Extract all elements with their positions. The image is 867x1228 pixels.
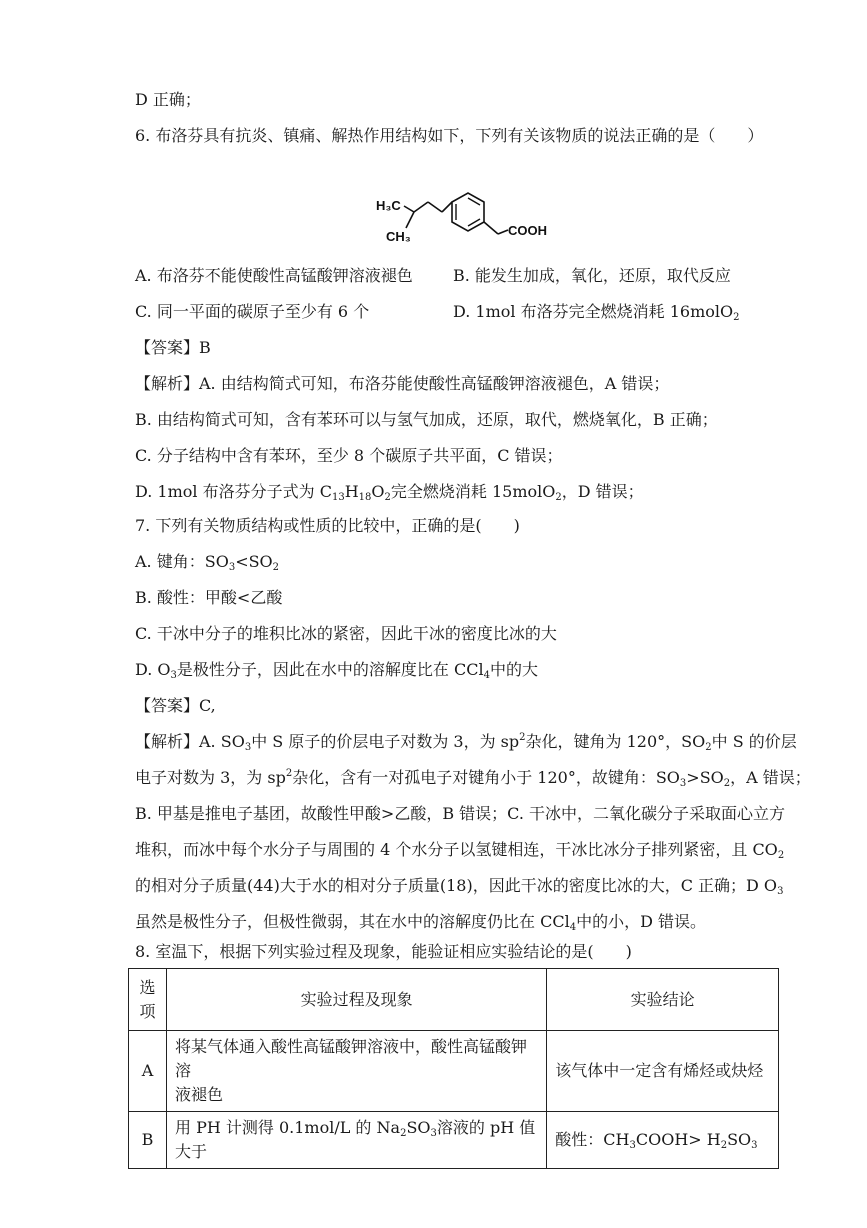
- q8-stem: 8. 室温下，根据下列实验过程及现象，能验证相应实验结论的是( ): [135, 942, 632, 961]
- q7-explanation-line-1: 【解析】A. $SO_3$中 S 原子的价层电子对数为 3，为 $sp^2$杂化，键角为 120°，$SO_2$中 S 的价层: [135, 732, 797, 753]
- cooh-label: COOH: [508, 223, 547, 238]
- header-procedure: 实验过程及现象: [166, 969, 546, 1031]
- q7-stem: 7. 下列有关物质结构或性质的比较中，正确的是( ): [135, 516, 520, 535]
- ch3-top-label: H₃C: [376, 198, 401, 213]
- ch3-bottom-label: CH₃: [386, 229, 411, 244]
- row-a-conclusion: 该气体中一定含有烯烃或炔烃: [547, 1031, 779, 1112]
- q6-option-c: C. 同一平面的碳原子至少有 6 个: [135, 302, 370, 321]
- q7-option-c: C. 干冰中分子的堆积比冰的紧密，因此干冰的密度比冰的大: [135, 624, 557, 643]
- row-b-conclusion: 酸性：$CH_3COOH> H_2SO_3$: [547, 1112, 779, 1169]
- q7-option-b: B. 酸性：甲酸<乙酸: [135, 588, 283, 607]
- row-a-procedure: 将某气体通入酸性高锰酸钾溶液中，酸性高锰酸钾溶 液褪色: [166, 1031, 546, 1112]
- q6-explanation-c: C. 分子结构中含有苯环，至少 8 个碳原子共平面，C 错误；: [135, 446, 563, 465]
- q6-option-a: A. 布洛芬不能使酸性高锰酸钾溶液褪色: [135, 266, 413, 285]
- row-a-option: A: [129, 1031, 167, 1112]
- header-option: 选 项: [129, 969, 167, 1031]
- q6-stem: 6. 布洛芬具有抗炎、镇痛、解热作用结构如下，下列有关该物质的说法正确的是（ ）: [135, 126, 764, 145]
- q6-answer: 【答案】B: [135, 338, 211, 357]
- table-row: [129, 1031, 779, 1112]
- q7-explanation-line-6: 虽然是极性分子，但极性微弱，其在水中的溶解度仍比在 CCl$_4$中的小，D 错误。: [135, 912, 706, 933]
- q7-explanation-line-3: B. 甲基是推电子基团，故酸性甲酸>乙酸，B 错误；C. 干冰中，二氧化碳分子采取面心立方: [135, 804, 786, 823]
- q6-option-d: D. 1mol 布洛芬完全燃烧消耗 16molO$_2$: [453, 302, 740, 323]
- q6-explanation-b: B. 由结构简式可知，含有苯环可以与氢气加成，还原，取代，燃烧氧化，B 正确；: [135, 410, 718, 429]
- ibuprofen-structure: [370, 190, 570, 250]
- q8-experiment-table: [128, 968, 779, 1169]
- q6-option-b: B. 能发生加成，氧化，还原，取代反应: [453, 266, 731, 285]
- row-b-option: B: [129, 1112, 167, 1169]
- table-row: [129, 1112, 779, 1169]
- q7-explanation-line-4: 堆积，而冰中每个水分子与周围的 4 个水分子以氢键相连，干冰比冰分子排列紧密，且 $CO_2$: [135, 840, 785, 861]
- q7-option-a: A. 键角：$SO_3<SO_2$: [135, 552, 280, 573]
- q7-option-d: D. $O_3$是极性分子，因此在水中的溶解度比在 CCl$_4$中的大: [135, 660, 539, 681]
- q5-tail: D 正确；: [135, 90, 201, 109]
- q7-explanation-line-5: 的相对分子质量(44)大于水的相对分子质量(18)，因此干冰的密度比冰的大，C 正确；D $O_3$: [135, 876, 784, 897]
- header-conclusion: 实验结论: [547, 969, 779, 1031]
- q7-explanation-line-2: 电子对数为 3，为 $sp^2$杂化，含有一对孤电子对键角小于 120°，故键角：$SO_3>SO_2$，A 错误；: [135, 768, 811, 789]
- row-b-procedure: 用 PH 计测得 0.1mol/L 的 $Na_2SO_3$溶液的 pH 值大于: [166, 1112, 546, 1169]
- q6-explanation-d: D. 1mol 布洛芬分子式为 $C_{13}H_{18}O_2$完全燃烧消耗 15molO$_2$，D 错误；: [135, 482, 644, 503]
- table-header-row: [129, 969, 779, 1031]
- q7-answer: 【答案】C,: [135, 696, 216, 715]
- q6-explanation-a: 【解析】A. 由结构简式可知，布洛芬能使酸性高锰酸钾溶液褪色，A 错误；: [135, 374, 670, 393]
